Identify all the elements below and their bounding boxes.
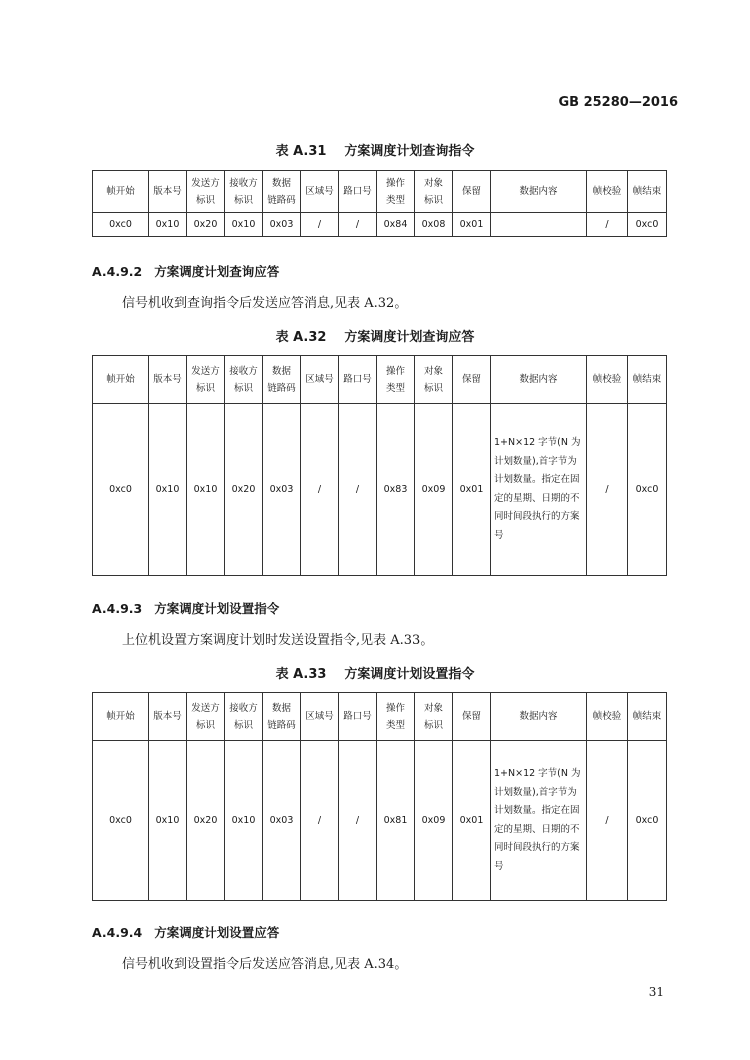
paragraph: 上位机设置方案调度计划时发送设置指令,见表 A.33。 (122, 633, 434, 648)
table-caption-number: 表 A.31 (275, 144, 327, 159)
table-cell: 0xc0 (93, 213, 149, 237)
table-cell: / (301, 741, 339, 901)
table-cell: 0x83 (377, 404, 415, 576)
section-title: 方案调度计划设置指令 (154, 601, 280, 616)
table-cell: 0xc0 (93, 404, 149, 576)
table-cell: 0x10 (225, 213, 263, 237)
column-header: 对象 标识 (415, 171, 453, 213)
column-header: 帧开始 (93, 693, 149, 741)
column-header: 保留 (453, 356, 491, 404)
table-cell: / (301, 404, 339, 576)
column-header: 数据 链路码 (263, 356, 301, 404)
column-header: 接收方 标识 (225, 693, 263, 741)
table-cell: 0x01 (453, 404, 491, 576)
table-cell: 0x10 (149, 213, 187, 237)
column-header: 帧开始 (93, 356, 149, 404)
column-header: 帧结束 (628, 171, 667, 213)
table-cell: 0x10 (225, 741, 263, 901)
table-a31-caption (0, 140, 750, 159)
standard-number: GB 25280—2016 (558, 95, 678, 110)
column-header: 路口号 (339, 693, 377, 741)
column-header: 保留 (453, 693, 491, 741)
table-cell: 0x20 (187, 213, 225, 237)
table-a31 (92, 170, 667, 237)
column-header: 路口号 (339, 171, 377, 213)
column-header: 帧结束 (628, 356, 667, 404)
table-a33 (92, 692, 667, 901)
table-cell: 0x01 (453, 213, 491, 237)
table-cell: / (587, 404, 628, 576)
table-cell (491, 213, 587, 237)
column-header: 操作 类型 (377, 171, 415, 213)
table-cell: 0x01 (453, 741, 491, 901)
column-header: 区域号 (301, 693, 339, 741)
section-heading (92, 923, 279, 941)
column-header: 路口号 (339, 356, 377, 404)
column-header: 对象 标识 (415, 693, 453, 741)
column-header: 版本号 (149, 356, 187, 404)
table-row (93, 213, 667, 237)
column-header: 操作 类型 (377, 356, 415, 404)
table-cell: 1+N×12 字节(N 为计划数量),首字节为计划数量。指定在固定的星期、日期的不同时间段执行的方案号 (491, 741, 587, 901)
table-cell: 0x81 (377, 741, 415, 901)
table-cell: 0x84 (377, 213, 415, 237)
table-cell: 0x09 (415, 741, 453, 901)
table-cell: 0x20 (187, 741, 225, 901)
table-cell: / (339, 404, 377, 576)
column-header: 区域号 (301, 356, 339, 404)
section-heading (92, 599, 279, 617)
column-header: 帧校验 (587, 171, 628, 213)
column-header: 帧校验 (587, 693, 628, 741)
table-cell: / (339, 213, 377, 237)
table-caption-number: 表 A.32 (275, 330, 327, 345)
table-cell: 0x20 (225, 404, 263, 576)
column-header: 对象 标识 (415, 356, 453, 404)
column-header: 发送方 标识 (187, 171, 225, 213)
column-header: 帧开始 (93, 171, 149, 213)
table-a33-caption (0, 663, 750, 682)
column-header: 数据内容 (491, 356, 587, 404)
table-caption-title: 方案调度计划查询应答 (344, 330, 475, 345)
column-header: 接收方 标识 (225, 356, 263, 404)
column-header: 帧结束 (628, 693, 667, 741)
table-caption-title: 方案调度计划设置指令 (344, 667, 475, 682)
table-cell: 0x10 (149, 741, 187, 901)
table-row (93, 741, 667, 901)
section-heading (92, 262, 279, 280)
column-header: 版本号 (149, 171, 187, 213)
page-number: 31 (648, 985, 664, 999)
table-caption-number: 表 A.33 (275, 667, 327, 682)
section-title: 方案调度计划设置应答 (154, 925, 280, 940)
column-header: 数据 链路码 (263, 171, 301, 213)
table-cell: / (587, 741, 628, 901)
table-a32 (92, 355, 667, 576)
table-cell: / (339, 741, 377, 901)
section-number: A.4.9.3 (92, 601, 143, 616)
table-cell: 0x10 (187, 404, 225, 576)
table-caption-title: 方案调度计划查询指令 (344, 144, 475, 159)
paragraph: 信号机收到设置指令后发送应答消息,见表 A.34。 (122, 957, 408, 972)
table-cell: 0x08 (415, 213, 453, 237)
table-cell: 0x03 (263, 404, 301, 576)
column-header: 发送方 标识 (187, 356, 225, 404)
table-row (93, 404, 667, 576)
table-cell: 0x09 (415, 404, 453, 576)
column-header: 版本号 (149, 693, 187, 741)
table-a32-caption (0, 326, 750, 345)
column-header: 操作 类型 (377, 693, 415, 741)
section-title: 方案调度计划查询应答 (154, 264, 280, 279)
column-header: 接收方 标识 (225, 171, 263, 213)
paragraph: 信号机收到查询指令后发送应答消息,见表 A.32。 (122, 296, 408, 311)
column-header: 数据内容 (491, 693, 587, 741)
table-cell: 0x03 (263, 213, 301, 237)
table-cell: 0xc0 (628, 213, 667, 237)
table-cell: / (301, 213, 339, 237)
column-header: 区域号 (301, 171, 339, 213)
table-cell: / (587, 213, 628, 237)
table-cell: 0xc0 (628, 404, 667, 576)
table-cell: 0xc0 (628, 741, 667, 901)
column-header: 数据内容 (491, 171, 587, 213)
table-cell: 1+N×12 字节(N 为计划数量),首字节为计划数量。指定在固定的星期、日期的不同时间段执行的方案号 (491, 404, 587, 576)
column-header: 帧校验 (587, 356, 628, 404)
column-header: 发送方 标识 (187, 693, 225, 741)
table-cell: 0x10 (149, 404, 187, 576)
section-number: A.4.9.2 (92, 264, 143, 279)
column-header: 保留 (453, 171, 491, 213)
column-header: 数据 链路码 (263, 693, 301, 741)
section-number: A.4.9.4 (92, 925, 143, 940)
table-cell: 0xc0 (93, 741, 149, 901)
table-cell: 0x03 (263, 741, 301, 901)
